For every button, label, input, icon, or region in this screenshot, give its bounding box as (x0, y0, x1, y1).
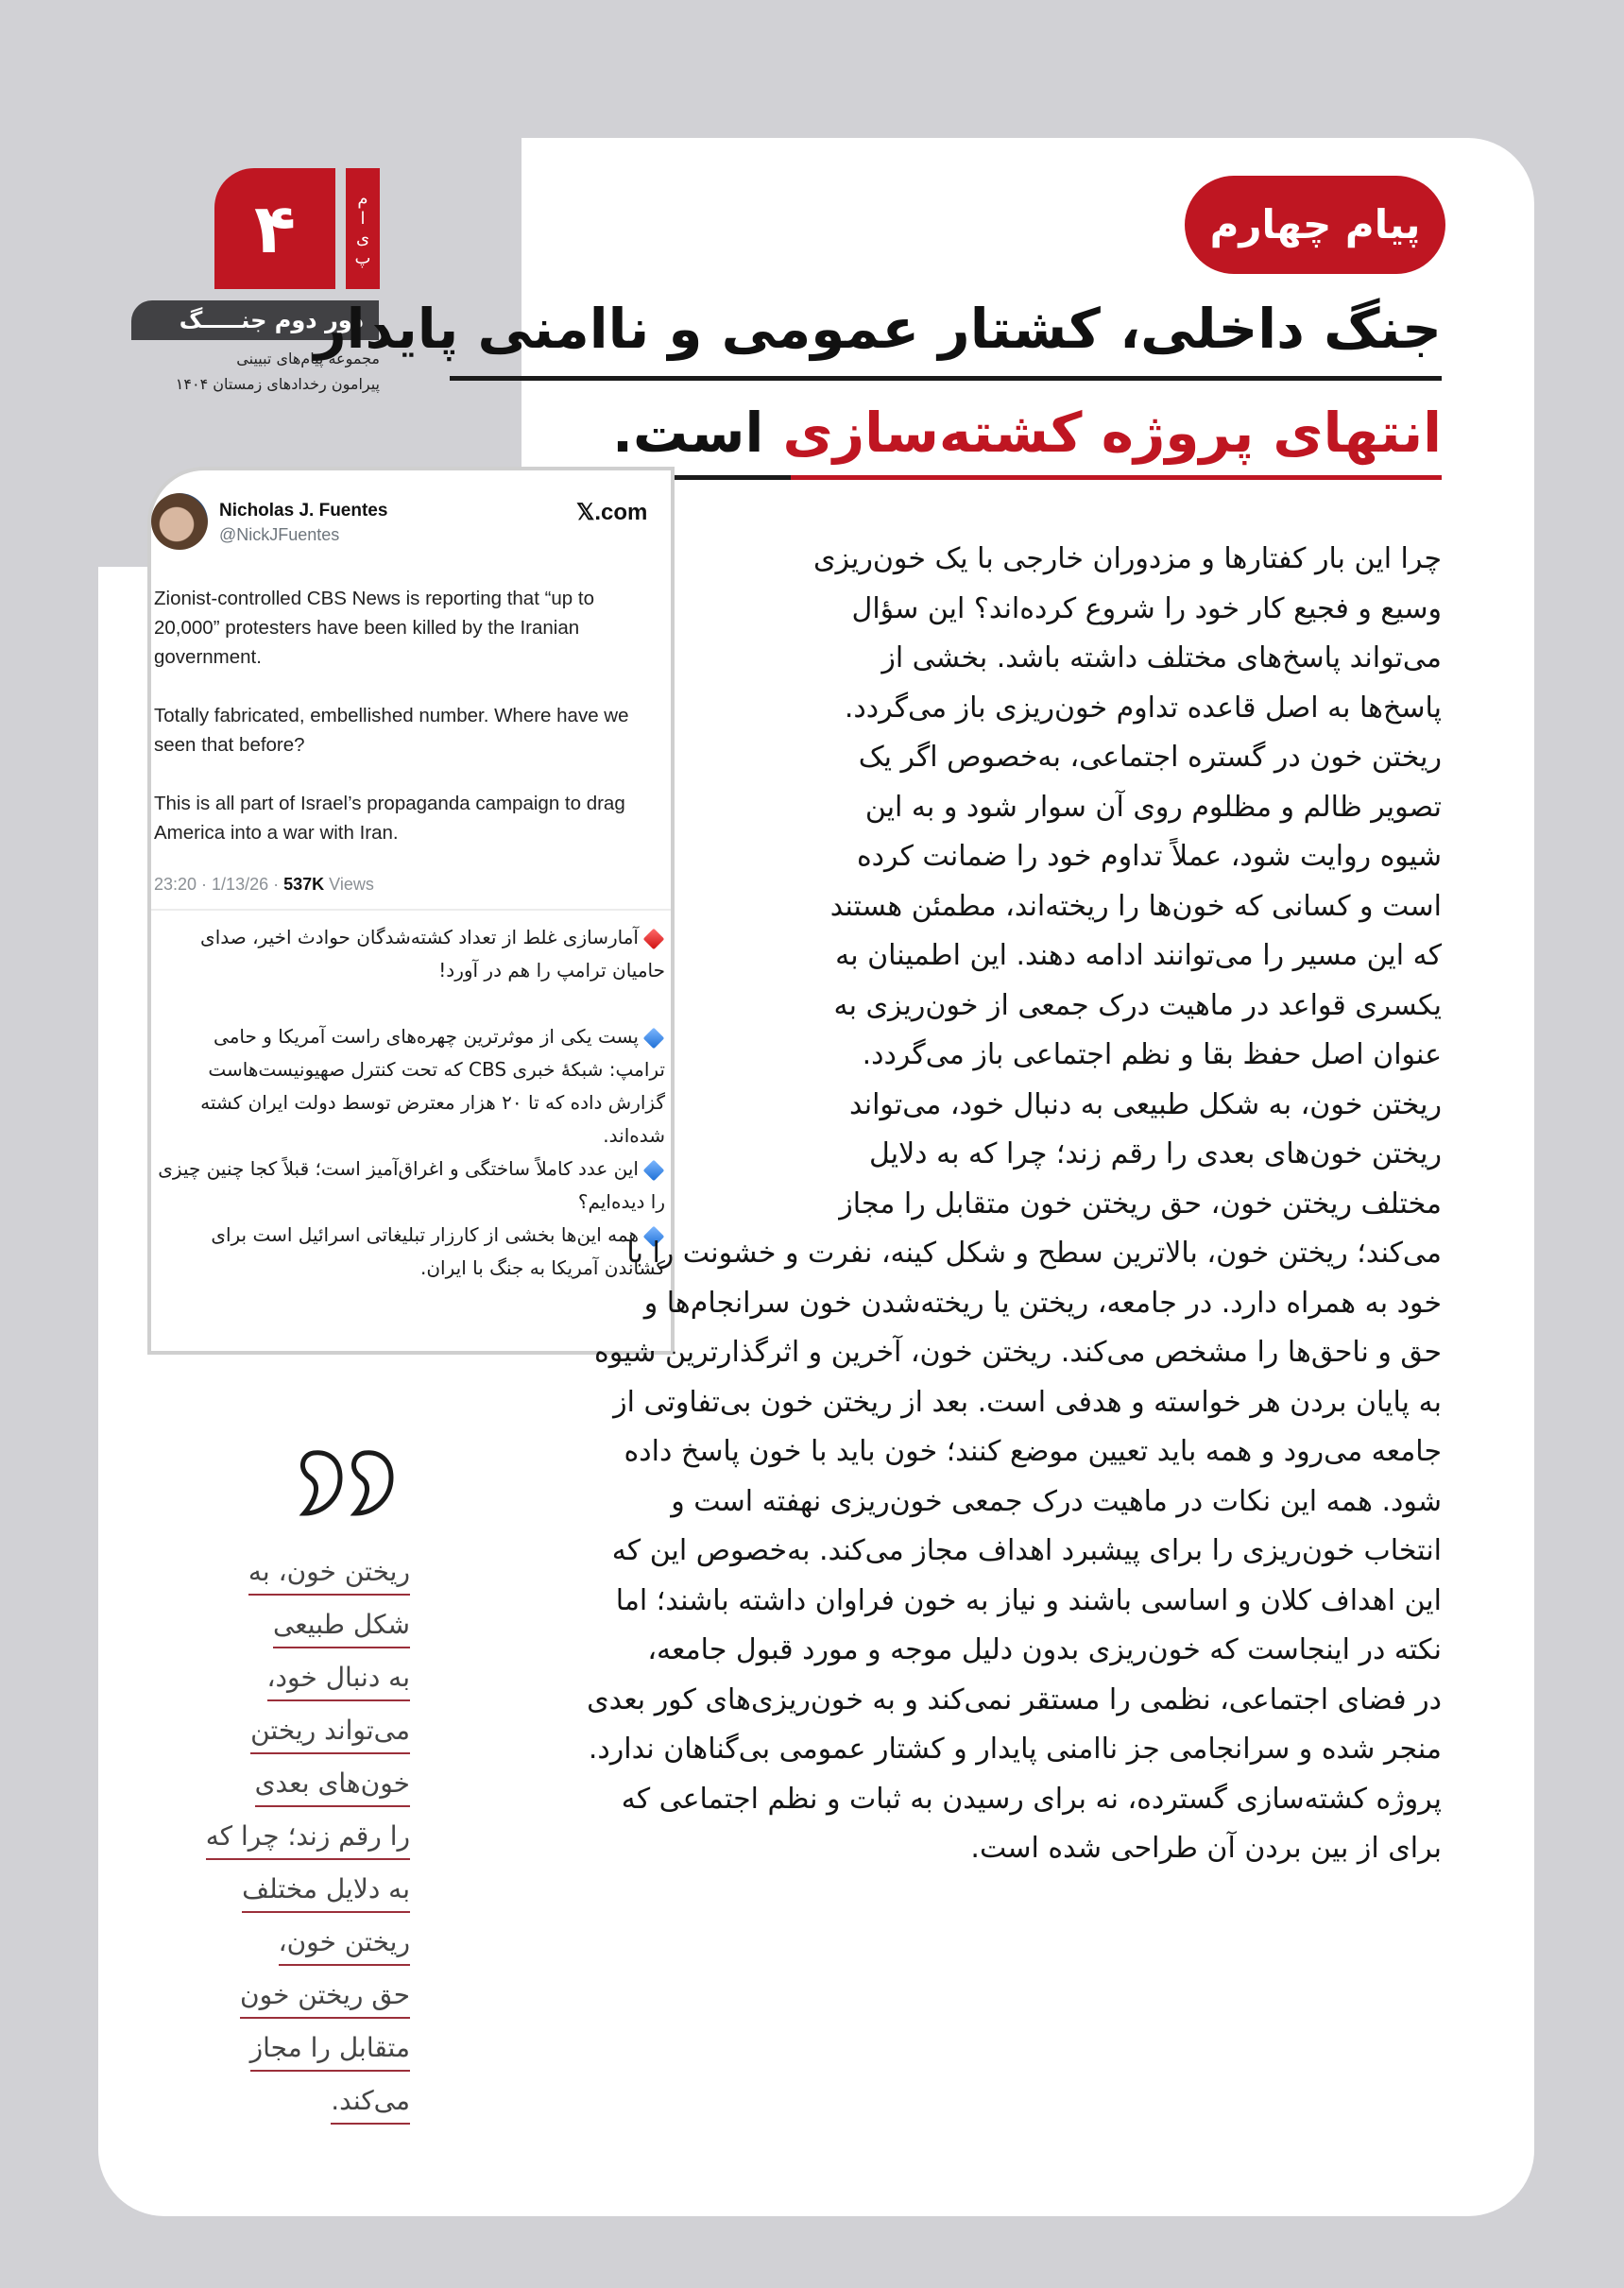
pull-quote (189, 1549, 410, 2131)
series-title: دور دوم جنـــــگ (131, 300, 379, 340)
pull-quote-line: ریختن خون، (279, 1920, 410, 1966)
body-line: می‌کند؛ ریختن خون، بالاترین سطح و شکل کینه، نفرت و خشونت را با (626, 1237, 1442, 1270)
body-line: ریختن خون، به شکل طبیعی به دنبال خود، می‌تواند (848, 1087, 1442, 1121)
body-line: این اهداف کلان و اساسی باشند و نیاز به خون فراوان داشته باشند؛ اما (615, 1583, 1442, 1617)
body-line: به پایان بردن هر خواسته و هدفی است. بعد از ریختن خون بی‌تفاوتی از (613, 1385, 1442, 1419)
message-tag: پیام چهارم (1185, 176, 1445, 274)
issue-label-strip: پیام (346, 168, 380, 289)
pull-quote-line: به دنبال خود، (267, 1655, 410, 1701)
tweet-views-count: 537K (283, 875, 325, 894)
body-line: پاسخ‌ها به اصل قاعده تداوم خون‌ریزی باز می‌گردد. (844, 691, 1442, 725)
pull-quote-line: را رقم زند؛ چرا که (206, 1814, 410, 1860)
body-line: حق و ناحق‌ها را مشخص می‌کند. ریختن خون، آخرین و اثرگذارترین شیوه (594, 1336, 1442, 1369)
avatar (151, 493, 208, 550)
body-line: چرا این بار کفتارها و مزدوران خارجی با یک خون‌ریزی (812, 542, 1442, 575)
translation-headline: آمارسازی غلط از تعداد کشته‌شدگان حوادث اخیر، صدای حامیان ترامپ را هم در آورد! (200, 926, 665, 982)
pull-quote-line: به دلایل مختلف (242, 1867, 410, 1913)
article-body (435, 535, 1442, 1874)
body-line: عنوان اصل حفظ بقا و نظم اجتماعی باز می‌گردد. (862, 1038, 1442, 1071)
page-title: جنگ داخلی، کشتار عمومی و ناامنی پایدار (315, 297, 1442, 361)
pull-quote-line: خون‌های بعدی (255, 1761, 410, 1807)
body-line: برای از بین بردن آن طراحی شده است. (970, 1832, 1442, 1865)
body-line: می‌تواند پاسخ‌های مختلف داشته باشد. بخشی از (881, 641, 1442, 674)
body-line: نکته در اینجاست که خون‌ریزی بدون دلیل موجه و مورد قبول جامعه، (647, 1633, 1442, 1666)
body-line: وسیع و فجیع کار خود را شروع کرده‌اند؟ این سؤال (851, 591, 1442, 625)
body-line: پروژه کشته‌سازی گسترده، نه برای رسیدن به ثبات و نظم اجتماعی که (621, 1782, 1442, 1816)
page-subtitle (611, 387, 1442, 478)
pull-quote-line: می‌کند. (331, 2078, 410, 2125)
subtitle-rule (628, 475, 1442, 480)
subtitle-end: است. (611, 401, 764, 465)
tweet-time: 23:20 (154, 875, 197, 894)
body-line: ریختن خون‌های بعدی را رقم زند؛ چرا که به دلایل (869, 1137, 1442, 1170)
tweet-meta: 23:20 · 1/13/26 · 537K Views (154, 875, 374, 894)
body-line: تصویر ظالم و مظلوم روی آن سوار شود و به این (864, 790, 1442, 824)
quote-icon (297, 1443, 401, 1523)
tweet-paragraph: This is all part of Israel’s propaganda campaign to drag America into a war with Iran. (154, 793, 625, 844)
series-subtitle-line: مجموعه پیام‌های تبیینی (236, 350, 380, 367)
body-line: خود به همراه دارد. در جامعه، ریختن یا ریخته‌شدن خون سرانجام‌ها و (643, 1286, 1442, 1320)
x-logo-icon: 𝕏.com (576, 500, 648, 525)
body-line: شیوه روایت شود، عملاً تداوم خود را ضمانت کرده (856, 840, 1442, 873)
body-line: ریختن خون در گستره اجتماعی، به‌خصوص اگر یک (858, 741, 1442, 774)
translation-item: پست یکی از موثرترین چهره‌های راست آمریکا و حامی ترامپ: شبکهٔ خبری CBS که تحت کنترل صهیونیست‌هاست گزارش داده که تا ۲۰ هزار معترض توسط دولت ایران کشته شده‌اند. (200, 1025, 665, 1147)
body-line: انتخاب خون‌ریزی را برای پیشبرد اهداف مجاز می‌کند. به‌خصوص این که (611, 1534, 1442, 1567)
translation-item: این عدد کاملاً ساختگی و اغراق‌آمیز است؛ قبلاً کجا چنین چیزی را دیده‌ایم؟ (158, 1157, 665, 1213)
body-line: یکسری قواعد در ماهیت درک جمعی از خون‌ریزی به (833, 988, 1442, 1022)
subtitle-highlight: انتهای پروژه کشته‌سازی (782, 401, 1442, 465)
title-rule (450, 376, 1442, 381)
tweet-paragraph: Zionist-controlled CBS News is reporting that “up to 20,000” protesters have been killed by the Iranian government. (154, 588, 595, 668)
pull-quote-line: حق ریختن خون (240, 1972, 410, 2019)
pull-quote-line: ریختن خون، به (248, 1549, 410, 1596)
pull-quote-line: متقابل را مجاز (250, 2025, 410, 2072)
body-line: در فضای اجتماعی، نظمی را مستقر نمی‌کند و به خون‌ریزی‌های کور بعدی (587, 1682, 1442, 1716)
issue-number-badge: ۴ (214, 168, 335, 289)
tweet-date: 1/13/26 (212, 875, 269, 894)
body-line: شود. همه این نکات در ماهیت درک جمعی خون‌ریزی نهفته است و (671, 1484, 1442, 1518)
body-line: جامعه می‌رود و همه باید تعیین موضع کنند؛ خون باید با خون پاسخ داده (624, 1435, 1442, 1468)
body-line: که این مسیر را می‌توانند ادامه دهند. این اطمینان به (835, 939, 1442, 972)
body-line: است و کسانی که خون‌ها را ریخته‌اند، مطمئن هستند (829, 889, 1442, 923)
pull-quote-line: می‌تواند ریختن (250, 1708, 410, 1754)
series-subtitle-line: پیرامون رخدادهای زمستان ۱۴۰۴ (175, 375, 380, 393)
body-line: منجر شده و سرانجامی جز ناامنی پایدار و کشتار عمومی بی‌گناهان ندارد. (588, 1733, 1442, 1766)
translation-item: همه این‌ها بخشی از کارزار تبلیغاتی اسرائیل است برای کشاندن آمریکا به جنگ با ایران. (211, 1223, 665, 1279)
body-line: مختلف ریختن خون، حق ریختن خون متقابل را مجاز (839, 1187, 1442, 1221)
tweet-views-label: Views (329, 875, 374, 894)
tweet-author-name: Nicholas J. Fuentes (219, 501, 388, 521)
tweet-paragraph: Totally fabricated, embellished number. Where have we seen that before? (154, 705, 629, 756)
tweet-author-handle: @NickJFuentes (219, 525, 340, 544)
pull-quote-line: شکل طبیعی (273, 1602, 410, 1648)
